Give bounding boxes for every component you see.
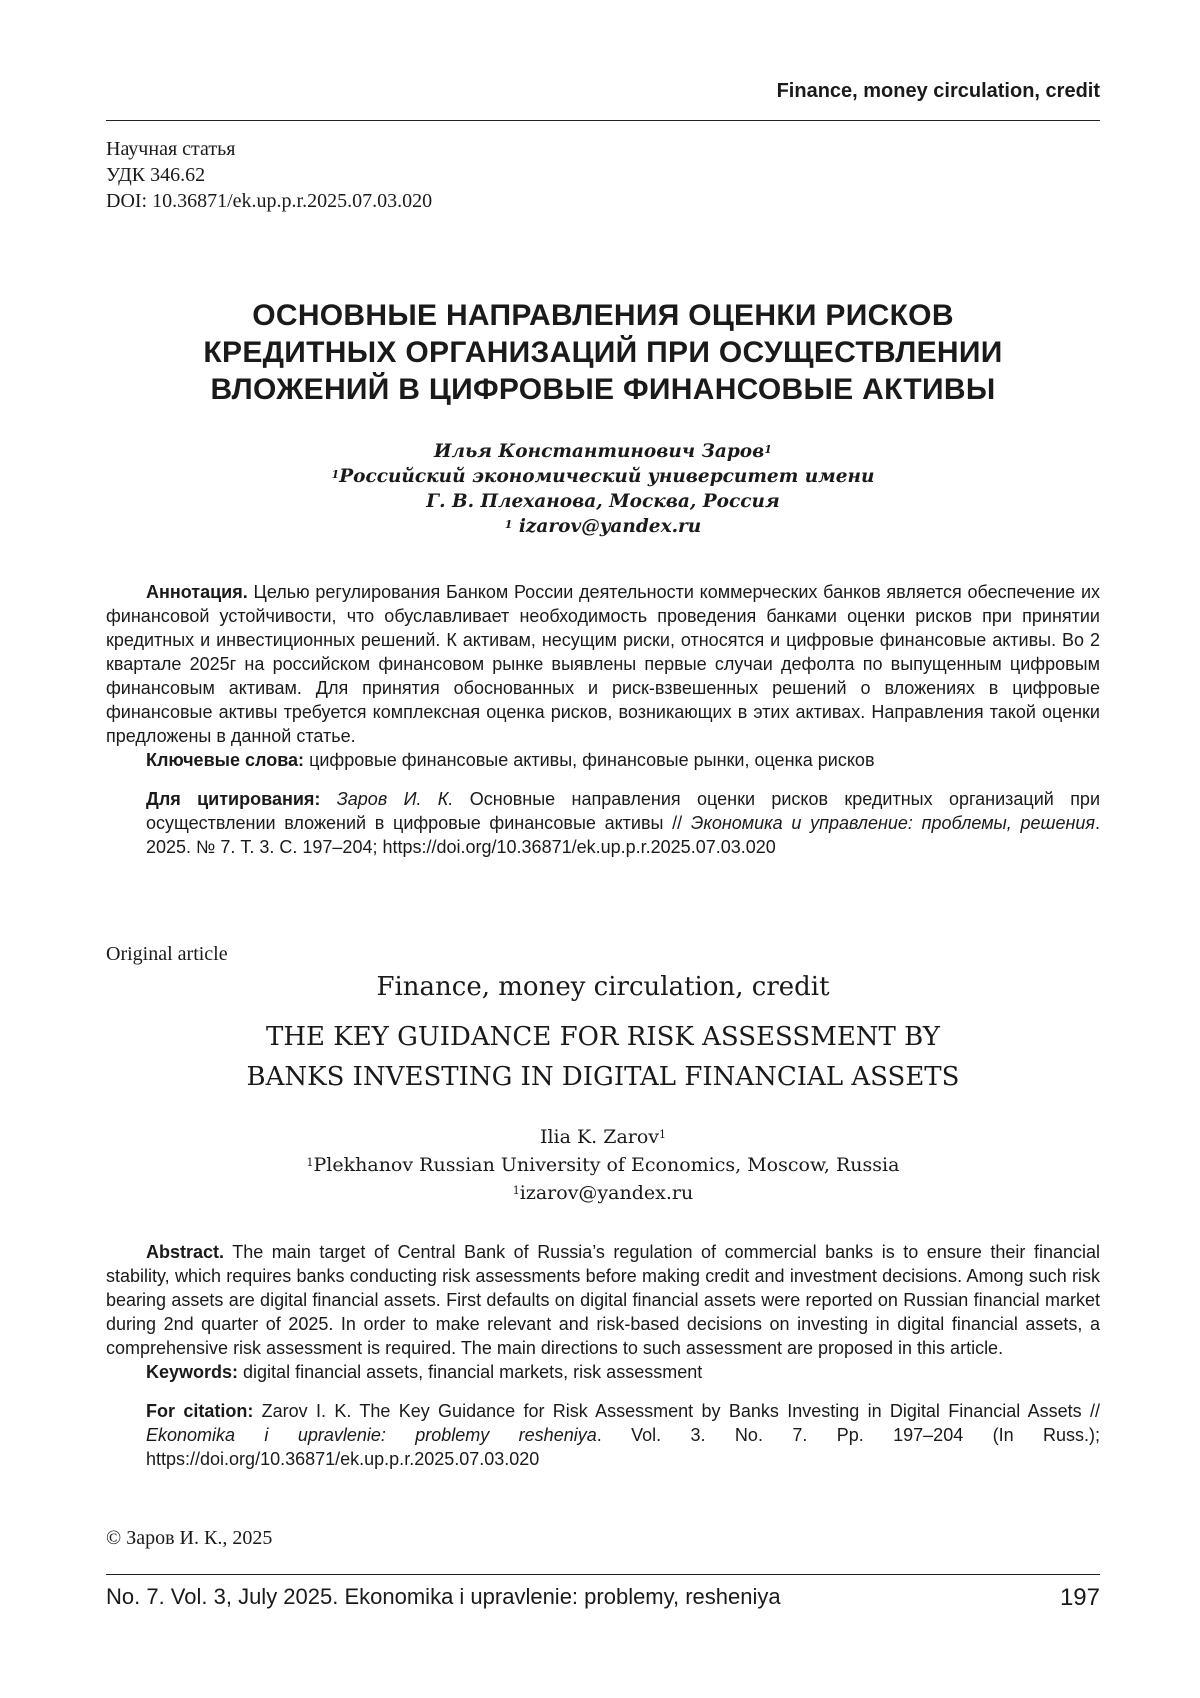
en-abstract (106, 1240, 1100, 1360)
ru-keywords-label: Ключевые слова: (146, 750, 305, 770)
en-keywords-text: digital financial assets, financial markets, risk assessment (238, 1362, 703, 1382)
ru-abstract (106, 580, 1100, 748)
ru-affil-line: Российский экономический университет имени (339, 466, 875, 487)
ru-affil-line-2: Г. В. Плеханова, Москва, Россия (426, 491, 780, 512)
en-author (106, 1123, 1100, 1151)
en-author-name: Ilia K. Zarov (539, 1126, 660, 1148)
ru-author-block (106, 439, 1100, 539)
ru-citation (106, 787, 1100, 859)
ru-title-line: ОСНОВНЫЕ НАПРАВЛЕНИЯ ОЦЕНКИ РИСКОВ (252, 299, 954, 332)
copyright: © Заров И. К., 2025 (106, 1527, 273, 1549)
ru-abstract-text: Целью регулирования Банком России деятельности коммерческих банков является обеспечение их финансовой устойчивости, что обуславливает необходимость проведения банками оценки рисков при принятии кредитных и инвестиционных решений. К активам, несущим риски, относятся и цифровые финансовые активы. Во 2 квартале 2025г на российском финансовом рынке выявлены первые случаи дефолта по выпущенным цифровым финансовым активам. Для принятия обоснованных и риск-взвешенных решений о вложениях в цифровые финансовые активы требуется комплексная оценка рисков, возникающих в этих активах. Направления такой оценки предложены в данной статье. (106, 582, 1100, 746)
original-article-label: Original article (106, 943, 228, 965)
ru-keywords (106, 748, 1100, 772)
ru-author (106, 439, 1100, 464)
ru-citation-tail: . 2025. № 7. Т. 3. С. 197–204; https://doi.org/10.36871/ek.up.p.r.2025.07.03.020 (146, 813, 1101, 857)
ru-author-name: Илья Константинович Заров (434, 441, 765, 462)
en-author-sup: 1 (659, 1128, 667, 1141)
article-type: Научная статья (106, 138, 236, 160)
en-citation (106, 1399, 1100, 1471)
en-citation-label: For citation: (146, 1401, 254, 1421)
footer-rule (106, 1574, 1100, 1575)
ru-email: izarov@yandex.ru (512, 516, 702, 537)
doi: DOI: 10.36871/ek.up.p.r.2025.07.03.020 (106, 190, 433, 212)
en-email: izarov@yandex.ru (519, 1182, 694, 1204)
ru-title (106, 297, 1100, 408)
ru-title-line: КРЕДИТНЫХ ОРГАНИЗАЦИЙ ПРИ ОСУЩЕСТВЛЕНИИ (203, 336, 1003, 369)
ru-email-line (106, 514, 1100, 539)
ru-citation-journal: Экономика и управление: проблемы, решения (690, 813, 1095, 833)
article-meta (106, 136, 432, 214)
en-keywords (106, 1360, 1100, 1384)
en-affil-text: Plekhanov Russian University of Economics, Moscow, Russia (313, 1154, 900, 1176)
ru-citation-author: Заров И. К. (320, 789, 454, 809)
en-citation-tail: . Vol. 3. No. 7. Pp. 197–204 (In Russ.); https://doi.org/10.36871/ek.up.p.r.2025.07.03.020 (146, 1425, 1100, 1469)
en-email-sup: 1 (512, 1184, 520, 1197)
page-footer (106, 1584, 1100, 1610)
ru-affiliation (106, 464, 1100, 489)
en-title (106, 1017, 1100, 1097)
en-citation-text: Zarov I. K. The Key Guidance for Risk Assessment by Banks Investing in Digital Financial Assets // (253, 1401, 1100, 1421)
ru-abstract-block (106, 580, 1100, 859)
udc: УДК 346.62 (106, 164, 206, 186)
en-affiliation (106, 1151, 1100, 1179)
ru-email-sup: 1 (504, 518, 513, 531)
en-author-block (106, 1123, 1100, 1207)
ru-abstract-label: Аннотация. (146, 582, 248, 602)
en-abstract-block (106, 1240, 1100, 1471)
ru-author-sup: 1 (764, 443, 772, 456)
ru-citation-text: Основные направления оценки рисков кредитных организаций при осуществлении вложений в цифровые финансовые активы // (146, 789, 1101, 833)
en-title-line: BANKS INVESTING IN DIGITAL FINANCIAL ASSETS (246, 1062, 960, 1092)
footer-journal: No. 7. Vol. 3, July 2025. Ekonomika i upravlenie: problemy, resheniya (106, 1584, 781, 1609)
en-email-line (106, 1179, 1100, 1207)
ru-keywords-text: цифровые финансовые активы, финансовые рынки, оценка рисков (304, 750, 875, 770)
en-abstract-text: The main target of Central Bank of Russia’s regulation of commercial banks is to ensure their financial stability, which requires banks conducting risk assessments before making credit and investment decisions. Among such risk bearing assets are digital financial assets. First defaults on digital financial assets were reported on Russian financial market during 2nd quarter of 2025. In order to make relevant and risk-based decisions on investing in digital financial assets, a comprehensive risk assessment is required. The main directions to such assessment are proposed in this article. (106, 1242, 1100, 1358)
header-rule (106, 120, 1100, 121)
en-keywords-label: Keywords: (146, 1362, 239, 1382)
ru-affil-sup: 1 (331, 468, 340, 481)
en-title-line: THE KEY GUIDANCE FOR RISK ASSESSMENT BY (266, 1022, 940, 1052)
en-abstract-label: Abstract. (146, 1242, 225, 1262)
en-section-title: Finance, money circulation, credit (376, 972, 830, 1002)
running-head: Finance, money circulation, credit (776, 80, 1100, 102)
ru-title-line: ВЛОЖЕНИЙ В ЦИФРОВЫЕ ФИНАНСОВЫЕ АКТИВЫ (210, 373, 996, 406)
page-number: 197 (1059, 1584, 1100, 1611)
ru-citation-label: Для цитирования: (146, 789, 321, 809)
en-citation-journal: Ekonomika i upravlenie: problemy resheniya (146, 1425, 597, 1445)
en-affil-sup: 1 (306, 1156, 314, 1169)
